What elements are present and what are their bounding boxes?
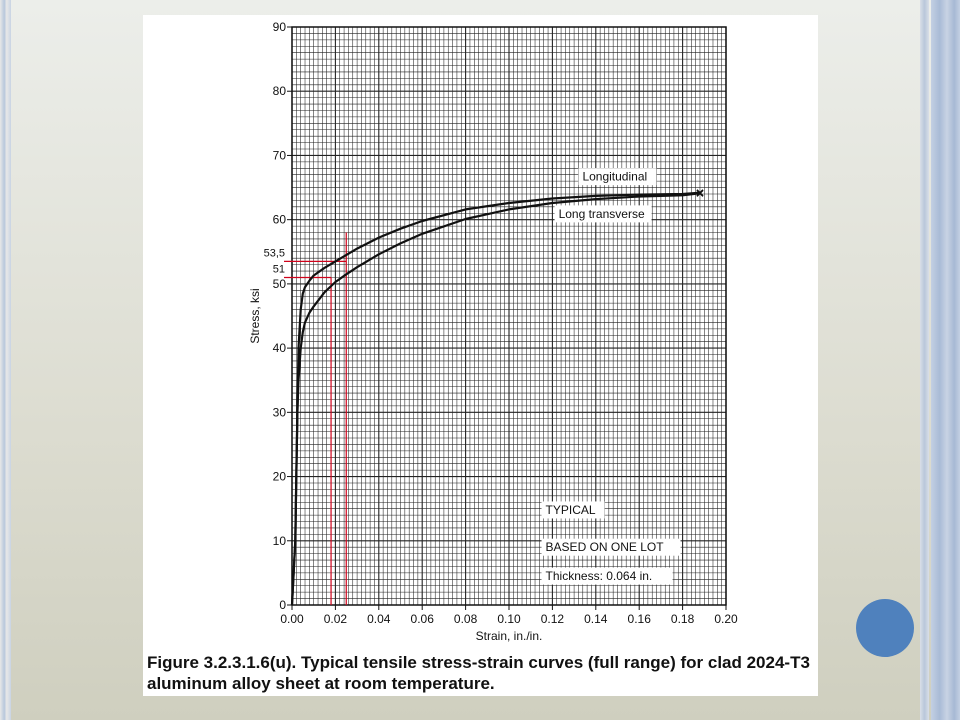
right-decorative-bar-outer — [931, 0, 960, 720]
y-tick-label: 80 — [272, 84, 286, 99]
annotation-text: TYPICAL — [545, 502, 596, 517]
y-tick-label: 20 — [272, 469, 286, 484]
caption-line-2: aluminum alloy sheet at room temperature. — [147, 674, 495, 693]
y-tick-label: 70 — [272, 148, 286, 163]
x-tick-label: 0.12 — [540, 612, 565, 626]
x-tick-label: 0.16 — [627, 612, 651, 626]
y-axis-label: Stress, ksi — [248, 288, 262, 344]
y-tick-label: 50 — [272, 276, 286, 291]
y-tick-label: 10 — [272, 533, 286, 548]
figure-panel — [143, 15, 818, 696]
x-tick-label: 0.14 — [584, 612, 608, 626]
annotation-text: Thickness: 0.064 in. — [545, 569, 653, 584]
reference-value-label: 51 — [272, 263, 285, 276]
reference-value-label: 53,5 — [263, 247, 285, 260]
y-tick-label: 0 — [279, 598, 286, 612]
x-tick-label: 0.06 — [410, 612, 434, 626]
left-decorative-bar — [0, 0, 11, 720]
x-tick-label: 0.00 — [280, 612, 304, 626]
y-tick-label: 90 — [272, 20, 286, 34]
tick-labels — [273, 20, 738, 626]
annotation-text: BASED ON ONE LOT — [545, 540, 664, 555]
x-tick-label: 0.08 — [453, 612, 478, 626]
series-label-long-transverse: Long transverse — [558, 206, 645, 221]
annotations — [542, 501, 681, 584]
x-axis-label: Strain, in./in. — [475, 629, 543, 643]
figure-caption — [147, 652, 815, 694]
x-tick-label: 0.10 — [497, 612, 521, 626]
y-tick-label: 30 — [272, 405, 286, 420]
right-decorative-bar-inner — [920, 0, 929, 720]
x-tick-label: 0.18 — [670, 612, 695, 626]
series-label-longitudinal: Longitudinal — [582, 169, 648, 184]
x-tick-label: 0.02 — [323, 612, 348, 626]
caption-line-1: Figure 3.2.3.1.6(u). Typical tensile stress-strain curves (full range) for clad 2024-T3 — [147, 653, 810, 672]
y-tick-label: 60 — [272, 212, 286, 227]
grid — [292, 27, 726, 605]
x-tick-label: 0.04 — [367, 612, 391, 626]
x-tick-label: 0.20 — [714, 612, 738, 626]
stress-strain-chart — [143, 15, 818, 651]
decorative-circle — [856, 599, 914, 657]
y-tick-label: 40 — [272, 341, 286, 356]
